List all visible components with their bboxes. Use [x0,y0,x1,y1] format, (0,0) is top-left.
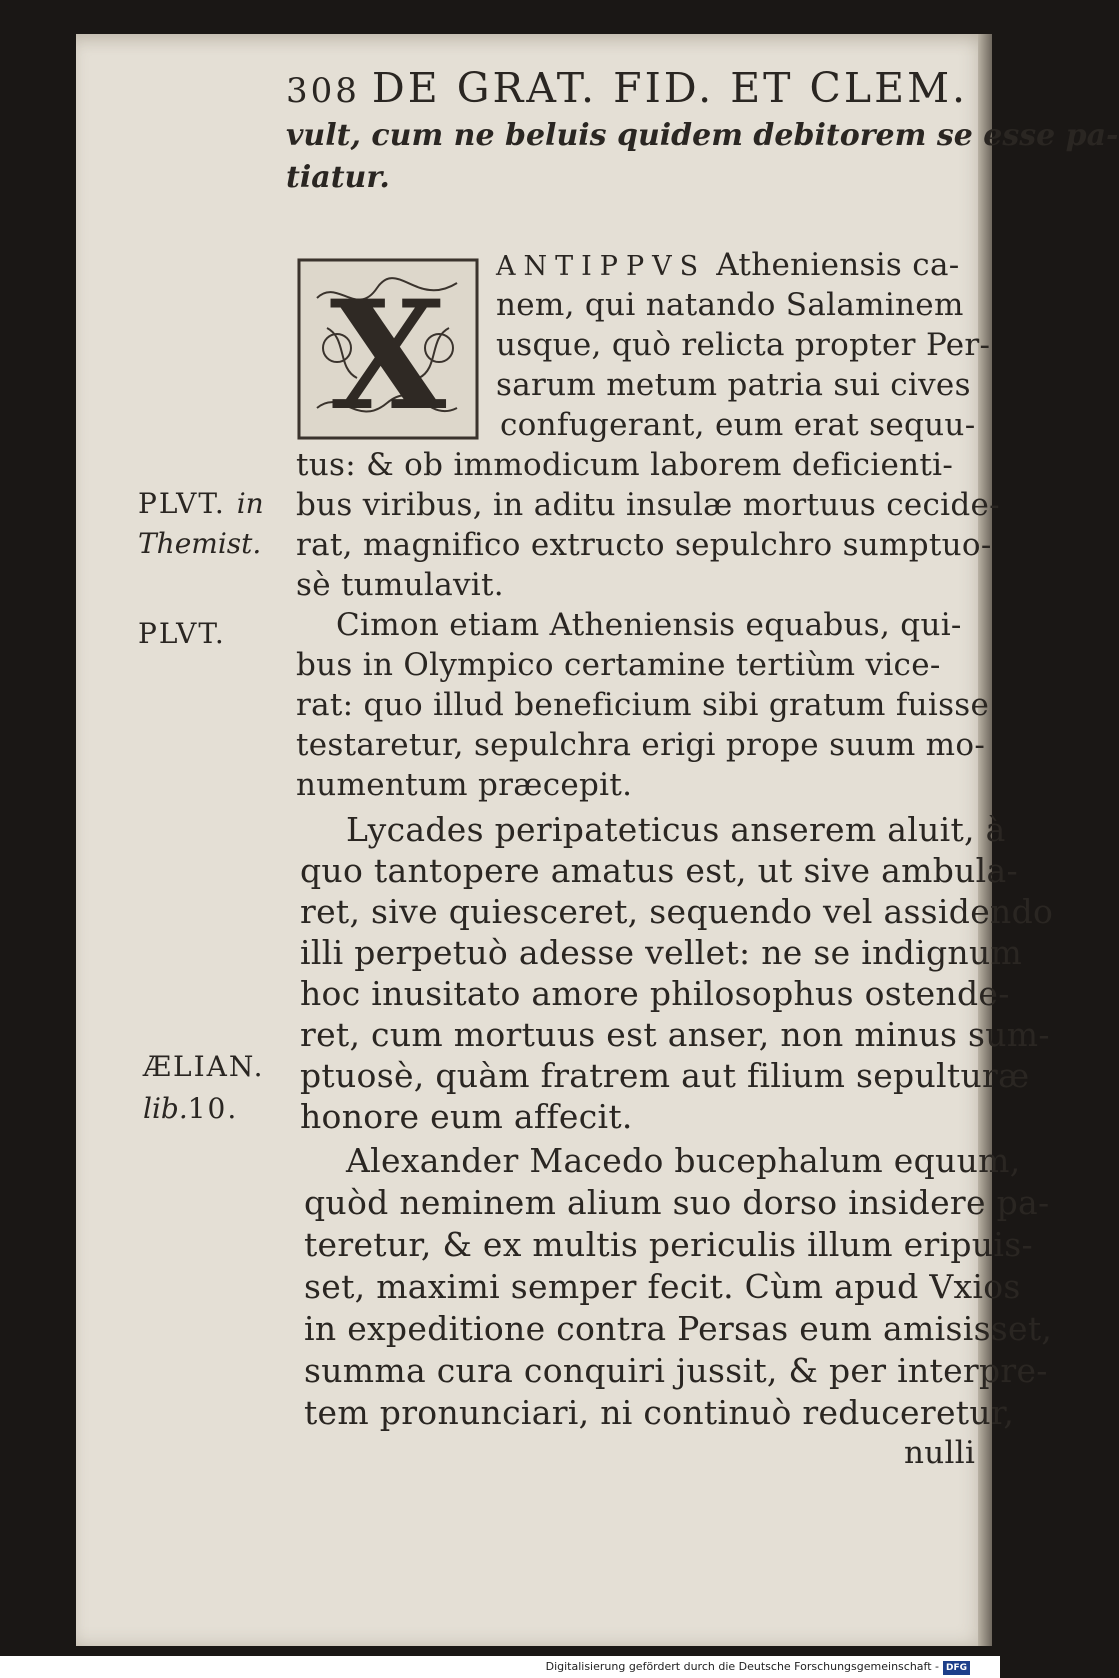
dfg-logo-icon: DFG [943,1661,970,1675]
text-line: Lycades peripateticus anserem aluit, à [346,810,1006,849]
text-line [496,247,960,283]
margin-note-text: Themist. [138,527,262,560]
text-line: usque, quò relicta propter Per- [496,327,991,363]
text-line: bus viribus, in aditu insulæ mortuus cecide- [296,487,1000,523]
text-line: Cimon etiam Atheniensis equabus, qui- [336,607,962,643]
margin-note-text: in [236,487,264,520]
text-line: ret, sive quiesceret, sequendo vel assidendo [300,892,1054,931]
text-line: nem, qui natando Salaminem [496,287,964,323]
text-line: confugerant, eum erat sequu- [500,407,976,443]
margin-note-plut: PLVT. [138,617,226,650]
running-header [286,64,969,112]
running-title: DE GRAT. FID. ET CLEM. [371,64,969,112]
text-line: numentum præcepit. [296,767,633,803]
text-line: testaretur, sepulchra erigi prope suum mo- [296,727,986,763]
initial-letter: X [329,268,447,444]
text-line: rat: quo illud beneficium sibi gratum fuisse [296,687,990,723]
margin-note-aelian-lib [143,1092,238,1125]
text-line: Alexander Macedo bucephalum equum, [346,1141,1021,1180]
text-line: honore eum affecit. [300,1097,633,1136]
text-line: sè tumulavit. [296,567,504,603]
margin-note-text: 10. [187,1092,239,1125]
text-line: illi perpetuò adesse vellet: ne se indignum [300,933,1023,972]
text-line: sarum metum patria sui cives [496,367,971,403]
margin-note-text: lib. [143,1092,188,1125]
digitization-footer [0,1656,1000,1678]
opening-line: tiatur. [286,160,390,195]
text-line: tus: & ob immodicum laborem deficienti- [296,447,954,483]
opening-line: vult, cum ne beluis quidem debitorem se esse pa- [286,118,1119,153]
margin-note-themist [138,527,261,560]
page-number: 308 [286,71,360,111]
line-text: Atheniensis ca- [706,247,960,283]
text-line: rat, magnifico extructo sepulchro sumptuo- [296,527,992,563]
text-line: quo tantopere amatus est, ut sive ambula- [300,851,1018,890]
first-word: ANTIPPVS [496,251,707,282]
text-line: tem pronunciari, ni continuò reduceretur, [304,1393,1015,1432]
catchword: nulli [904,1435,976,1471]
decorated-initial [297,258,479,444]
text-line: set, maximi semper fecit. Cùm apud Vxios [304,1267,1021,1306]
margin-note-plut-themist [138,487,264,520]
footer-text: Digitalisierung gefördert durch die Deutsche Forschungsgemeinschaft - [545,1660,939,1673]
text-line: teretur, & ex multis periculis illum eripuis- [304,1225,1033,1264]
margin-note-text: PLVT. [138,487,226,520]
text-line: hoc inusitato amore philosophus ostende- [300,974,1010,1013]
text-line: bus in Olympico certamine tertiùm vice- [296,647,941,683]
text-line: quòd neminem alium suo dorso insidere pa- [304,1183,1050,1222]
text-line: ret, cum mortuus est anser, non minus sum- [300,1015,1050,1054]
margin-note-aelian: ÆLIAN. [143,1050,265,1083]
text-line: ptuosè, quàm fratrem aut filium sepulturæ [300,1056,1030,1095]
text-line: summa cura conquiri jussit, & per interpre- [304,1351,1048,1390]
decorated-initial-x-icon [297,258,479,444]
text-line: in expeditione contra Persas eum amisisset, [304,1309,1053,1348]
